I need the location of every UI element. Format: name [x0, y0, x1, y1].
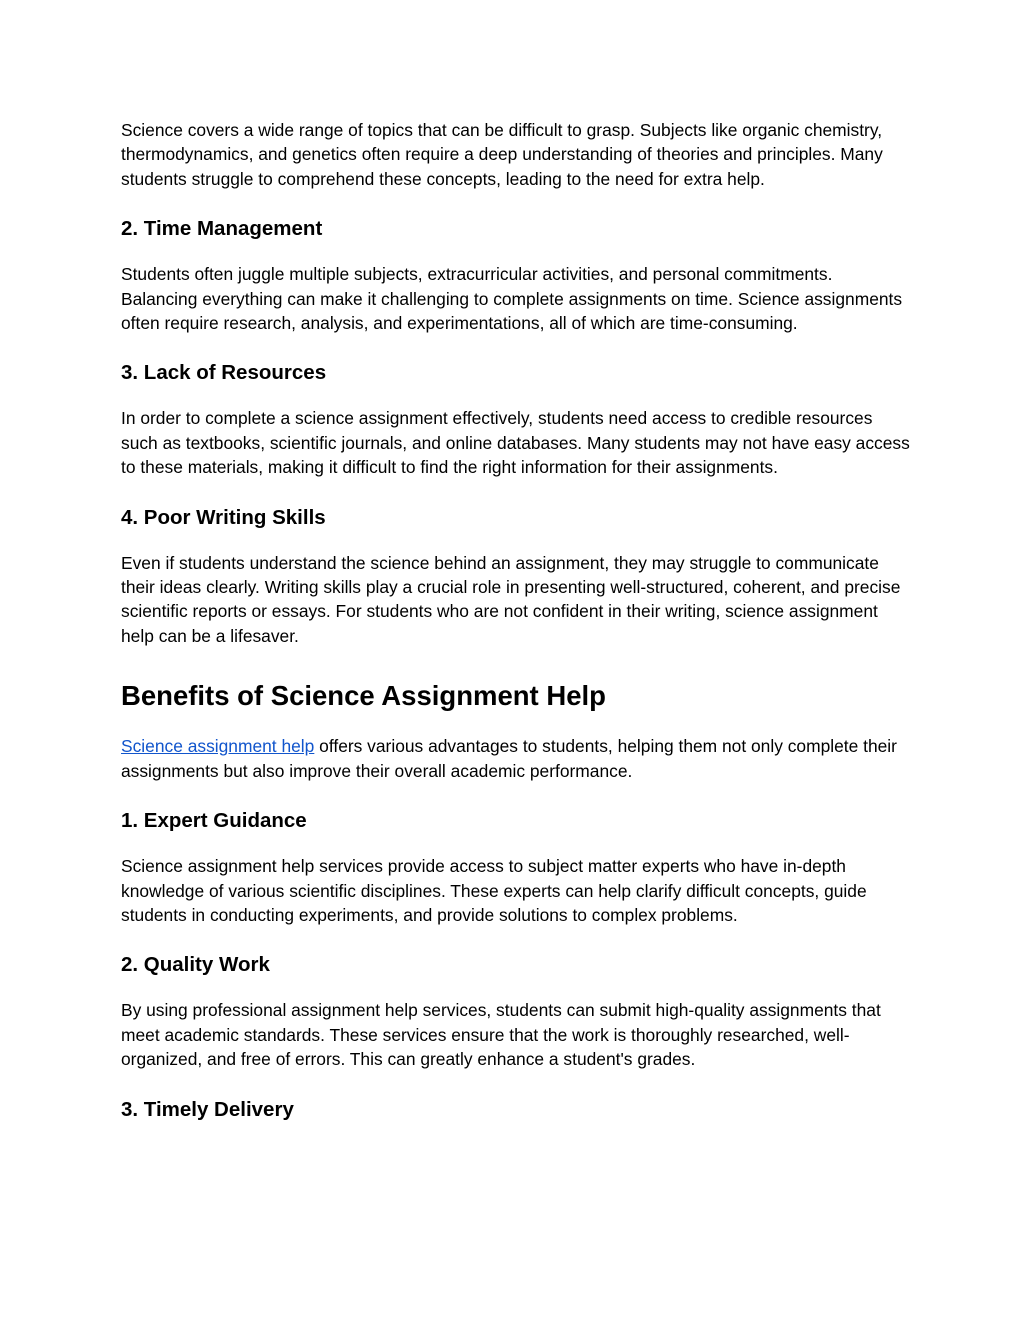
document-page — [121, 118, 911, 1123]
benefits-intro-text: offers various advantages to students, helping them not only complete their assignments but also improve their overall academic performance. — [121, 736, 897, 781]
paragraph-poor-writing-skills: Even if students understand the science behind an assignment, they may struggle to communicate their ideas clearly. Writing skills play a crucial role in presenting well-structured, coherent, and precise scientific reports or essays. For students who are not confident in their writing, science assignment help can be a lifesaver. — [121, 552, 901, 646]
paragraph-quality-work: By using professional assignment help services, students can submit high-quality assignments that meet academic standards. These services ensure that the work is thoroughly researched, well-organized, and free of errors. This can greatly enhance a student's grades. — [121, 1000, 881, 1070]
heading-time-management: 2. Time Management — [121, 217, 323, 241]
intro-paragraph: Science covers a wide range of topics that can be difficult to grasp. Subjects like organic chemistry, thermodynamics, and genetics often require a deep understanding of theories and principles. Many students struggle to comprehend these concepts, leading to the need for extra help. — [121, 120, 883, 189]
paragraph-time-management: Students often juggle multiple subjects, extracurricular activities, and personal commitments. Balancing everything can make it challenging to complete assignments on time. Science assignments often require research, analysis, and experimentations, all of which are time-consuming. — [121, 264, 903, 334]
heading-expert-guidance: 1. Expert Guidance — [121, 809, 307, 833]
paragraph-expert-guidance: Science assignment help services provide access to subject matter experts who have in-depth knowledge of various scientific disciplines. These experts can help clarify difficult concepts, guide students in conducting experiments, and provide solutions to complex problems. — [121, 856, 867, 925]
science-assignment-help-link[interactable]: Science assignment help — [121, 736, 315, 757]
heading-quality-work: 2. Quality Work — [121, 953, 270, 977]
heading-timely-delivery: 3. Timely Delivery — [121, 1097, 294, 1121]
heading-poor-writing-skills: 4. Poor Writing Skills — [121, 505, 326, 529]
section-heading-benefits: Benefits of Science Assignment Help — [121, 680, 606, 712]
heading-lack-of-resources: 3. Lack of Resources — [121, 361, 327, 385]
paragraph-lack-of-resources: In order to complete a science assignment effectively, students need access to credible resources such as textbooks, scientific journals, and online databases. Many students may not have easy access to these materials, making it difficult to find the right information for their assignments. — [121, 408, 910, 478]
benefits-intro-paragraph — [121, 734, 911, 783]
